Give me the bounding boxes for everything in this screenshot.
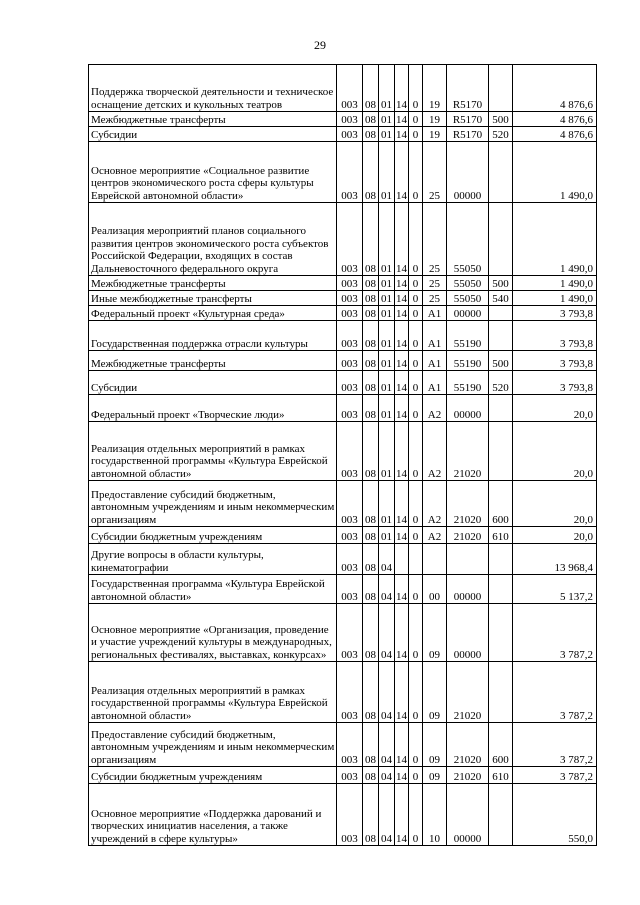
row-direction-code: 55050 <box>447 276 489 291</box>
row-subprogram-code: 0 <box>409 767 423 784</box>
row-name: Иные межбюджетные трансферты <box>89 291 337 306</box>
row-activity-code: 25 <box>423 142 447 203</box>
row-direction-code: 55050 <box>447 291 489 306</box>
row-name: Субсидии бюджетным учреждениям <box>89 527 337 544</box>
row-expense-type-code <box>489 306 513 321</box>
row-amount: 1 490,0 <box>513 142 597 203</box>
row-subsection-code: 01 <box>379 321 395 351</box>
row-section-code: 08 <box>363 142 379 203</box>
row-amount: 3 793,8 <box>513 306 597 321</box>
row-section-code: 08 <box>363 371 379 395</box>
row-expense-type-code <box>489 395 513 422</box>
row-program-code: 14 <box>395 276 409 291</box>
row-subsection-code: 01 <box>379 276 395 291</box>
table-row <box>89 422 597 481</box>
row-amount: 20,0 <box>513 395 597 422</box>
row-grbs-code: 003 <box>337 65 363 112</box>
row-program-code: 14 <box>395 575 409 604</box>
row-amount: 3 787,2 <box>513 604 597 662</box>
row-subprogram-code: 0 <box>409 395 423 422</box>
row-subsection-code: 01 <box>379 395 395 422</box>
row-direction-code: 00000 <box>447 784 489 846</box>
row-expense-type-code: 610 <box>489 767 513 784</box>
table-row <box>89 291 597 306</box>
row-activity-code: 19 <box>423 112 447 127</box>
row-program-code: 14 <box>395 481 409 527</box>
row-grbs-code: 003 <box>337 395 363 422</box>
row-section-code: 08 <box>363 662 379 723</box>
row-grbs-code: 003 <box>337 321 363 351</box>
row-program-code: 14 <box>395 306 409 321</box>
row-grbs-code: 003 <box>337 371 363 395</box>
row-amount: 20,0 <box>513 527 597 544</box>
row-subprogram-code: 0 <box>409 604 423 662</box>
row-subprogram-code: 0 <box>409 371 423 395</box>
row-program-code: 14 <box>395 767 409 784</box>
page-number: 29 <box>314 38 326 52</box>
row-subsection-code: 01 <box>379 127 395 142</box>
row-activity-code: 19 <box>423 127 447 142</box>
row-amount: 20,0 <box>513 481 597 527</box>
row-section-code: 08 <box>363 527 379 544</box>
row-expense-type-code <box>489 422 513 481</box>
row-name: Межбюджетные трансферты <box>89 276 337 291</box>
row-amount: 3 793,8 <box>513 351 597 371</box>
row-expense-type-code: 500 <box>489 112 513 127</box>
row-amount: 550,0 <box>513 784 597 846</box>
row-section-code: 08 <box>363 112 379 127</box>
row-section-code: 08 <box>363 784 379 846</box>
row-expense-type-code <box>489 321 513 351</box>
row-subsection-code: 01 <box>379 481 395 527</box>
row-direction-code: 00000 <box>447 604 489 662</box>
row-program-code: 14 <box>395 142 409 203</box>
row-grbs-code: 003 <box>337 112 363 127</box>
row-subsection-code: 01 <box>379 422 395 481</box>
row-activity-code: A2 <box>423 481 447 527</box>
row-subprogram-code: 0 <box>409 321 423 351</box>
row-grbs-code: 003 <box>337 575 363 604</box>
row-activity-code: 19 <box>423 65 447 112</box>
row-program-code: 14 <box>395 527 409 544</box>
row-expense-type-code <box>489 784 513 846</box>
row-section-code: 08 <box>363 395 379 422</box>
row-subsection-code: 04 <box>379 575 395 604</box>
table-body <box>89 65 597 846</box>
row-section-code: 08 <box>363 351 379 371</box>
table-row <box>89 527 597 544</box>
row-subprogram-code <box>409 544 423 575</box>
row-grbs-code: 003 <box>337 544 363 575</box>
row-activity-code: A2 <box>423 395 447 422</box>
row-section-code: 08 <box>363 604 379 662</box>
row-activity-code: A2 <box>423 422 447 481</box>
row-direction-code: 00000 <box>447 395 489 422</box>
row-grbs-code: 003 <box>337 527 363 544</box>
row-section-code: 08 <box>363 203 379 276</box>
row-program-code: 14 <box>395 351 409 371</box>
table-row <box>89 604 597 662</box>
row-name: Субсидии <box>89 127 337 142</box>
row-expense-type-code: 520 <box>489 371 513 395</box>
row-amount: 1 490,0 <box>513 203 597 276</box>
row-expense-type-code: 500 <box>489 351 513 371</box>
table-row <box>89 276 597 291</box>
row-activity-code: 00 <box>423 575 447 604</box>
row-grbs-code: 003 <box>337 422 363 481</box>
row-program-code: 14 <box>395 112 409 127</box>
row-expense-type-code <box>489 575 513 604</box>
row-subprogram-code: 0 <box>409 784 423 846</box>
row-name: Межбюджетные трансферты <box>89 112 337 127</box>
row-section-code: 08 <box>363 276 379 291</box>
row-activity-code: 09 <box>423 662 447 723</box>
row-name: Федеральный проект «Творческие люди» <box>89 395 337 422</box>
row-program-code: 14 <box>395 422 409 481</box>
row-subsection-code: 04 <box>379 723 395 767</box>
row-subsection-code: 01 <box>379 306 395 321</box>
row-name: Другие вопросы в области культуры, кинематографии <box>89 544 337 575</box>
row-subsection-code: 01 <box>379 65 395 112</box>
row-name: Реализация отдельных мероприятий в рамках государственной программы «Культура Еврейской автономной области» <box>89 662 337 723</box>
row-program-code: 14 <box>395 662 409 723</box>
row-grbs-code: 003 <box>337 767 363 784</box>
table-row <box>89 112 597 127</box>
row-expense-type-code: 600 <box>489 481 513 527</box>
table-row <box>89 306 597 321</box>
row-activity-code: A1 <box>423 321 447 351</box>
row-activity-code: 25 <box>423 276 447 291</box>
row-program-code <box>395 544 409 575</box>
row-direction-code: 21020 <box>447 662 489 723</box>
row-grbs-code: 003 <box>337 203 363 276</box>
row-direction-code: 21020 <box>447 481 489 527</box>
row-expense-type-code <box>489 203 513 276</box>
row-direction-code: 00000 <box>447 142 489 203</box>
row-activity-code: A1 <box>423 306 447 321</box>
row-direction-code: R5170 <box>447 112 489 127</box>
row-amount: 1 490,0 <box>513 276 597 291</box>
row-name: Реализация мероприятий планов социального развития центров экономического роста субъектов Российской Федерации, входящих в состав Дальневосточного федерального округа <box>89 203 337 276</box>
row-grbs-code: 003 <box>337 723 363 767</box>
table-row <box>89 321 597 351</box>
row-name: Реализация отдельных мероприятий в рамках государственной программы «Культура Еврейской автономной области» <box>89 422 337 481</box>
row-program-code: 14 <box>395 395 409 422</box>
row-subsection-code: 01 <box>379 112 395 127</box>
row-program-code: 14 <box>395 203 409 276</box>
row-activity-code <box>423 544 447 575</box>
row-grbs-code: 003 <box>337 276 363 291</box>
row-activity-code: A1 <box>423 351 447 371</box>
row-subsection-code: 01 <box>379 351 395 371</box>
row-section-code: 08 <box>363 291 379 306</box>
row-expense-type-code: 500 <box>489 276 513 291</box>
row-amount: 4 876,6 <box>513 112 597 127</box>
row-grbs-code: 003 <box>337 662 363 723</box>
row-subsection-code: 04 <box>379 784 395 846</box>
row-program-code: 14 <box>395 371 409 395</box>
row-direction-code: 21020 <box>447 767 489 784</box>
row-program-code: 14 <box>395 291 409 306</box>
row-activity-code: A1 <box>423 371 447 395</box>
table-row <box>89 767 597 784</box>
row-direction-code: 55190 <box>447 321 489 351</box>
table-row <box>89 127 597 142</box>
row-subprogram-code: 0 <box>409 142 423 203</box>
table-row <box>89 784 597 846</box>
row-grbs-code: 003 <box>337 306 363 321</box>
table-row <box>89 395 597 422</box>
row-amount: 3 793,8 <box>513 371 597 395</box>
row-name: Государственная программа «Культура Еврейской автономной области» <box>89 575 337 604</box>
row-direction-code: 55190 <box>447 351 489 371</box>
row-subsection-code: 01 <box>379 371 395 395</box>
row-name: Основное мероприятие «Поддержка дарований и творческих инициатив населения, а также учреждений в сфере культуры» <box>89 784 337 846</box>
table-row <box>89 65 597 112</box>
row-expense-type-code <box>489 544 513 575</box>
row-name: Предоставление субсидий бюджетным, автономным учреждениям и иным некоммерческим организациям <box>89 481 337 527</box>
row-grbs-code: 003 <box>337 351 363 371</box>
row-grbs-code: 003 <box>337 142 363 203</box>
row-subprogram-code: 0 <box>409 575 423 604</box>
table-row <box>89 544 597 575</box>
row-amount: 3 793,8 <box>513 321 597 351</box>
row-direction-code: 55190 <box>447 371 489 395</box>
row-subprogram-code: 0 <box>409 481 423 527</box>
row-grbs-code: 003 <box>337 604 363 662</box>
table-row <box>89 723 597 767</box>
row-amount: 3 787,2 <box>513 662 597 723</box>
row-direction-code: 21020 <box>447 422 489 481</box>
table-row <box>89 575 597 604</box>
row-activity-code: A2 <box>423 527 447 544</box>
row-section-code: 08 <box>363 127 379 142</box>
row-subprogram-code: 0 <box>409 723 423 767</box>
row-program-code: 14 <box>395 65 409 112</box>
row-name: Субсидии <box>89 371 337 395</box>
row-subsection-code: 01 <box>379 527 395 544</box>
row-program-code: 14 <box>395 127 409 142</box>
row-subsection-code: 01 <box>379 203 395 276</box>
row-subsection-code: 04 <box>379 662 395 723</box>
row-section-code: 08 <box>363 767 379 784</box>
row-subprogram-code: 0 <box>409 276 423 291</box>
row-subprogram-code: 0 <box>409 112 423 127</box>
row-direction-code: 00000 <box>447 575 489 604</box>
row-activity-code: 09 <box>423 723 447 767</box>
table-row <box>89 481 597 527</box>
row-amount: 13 968,4 <box>513 544 597 575</box>
row-subsection-code: 04 <box>379 544 395 575</box>
row-activity-code: 10 <box>423 784 447 846</box>
row-section-code: 08 <box>363 65 379 112</box>
row-amount: 4 876,6 <box>513 65 597 112</box>
row-section-code: 08 <box>363 306 379 321</box>
row-subprogram-code: 0 <box>409 306 423 321</box>
row-subsection-code: 04 <box>379 604 395 662</box>
row-amount: 5 137,2 <box>513 575 597 604</box>
row-expense-type-code: 600 <box>489 723 513 767</box>
row-subsection-code: 01 <box>379 142 395 203</box>
row-expense-type-code: 610 <box>489 527 513 544</box>
row-section-code: 08 <box>363 544 379 575</box>
row-section-code: 08 <box>363 723 379 767</box>
row-amount: 1 490,0 <box>513 291 597 306</box>
row-subprogram-code: 0 <box>409 65 423 112</box>
row-amount: 3 787,2 <box>513 723 597 767</box>
row-grbs-code: 003 <box>337 291 363 306</box>
table-row <box>89 203 597 276</box>
row-amount: 20,0 <box>513 422 597 481</box>
row-direction-code: 55050 <box>447 203 489 276</box>
row-expense-type-code <box>489 662 513 723</box>
row-name: Государственная поддержка отрасли культуры <box>89 321 337 351</box>
row-name: Субсидии бюджетным учреждениям <box>89 767 337 784</box>
row-program-code: 14 <box>395 784 409 846</box>
table-row <box>89 142 597 203</box>
row-program-code: 14 <box>395 723 409 767</box>
table-row <box>89 662 597 723</box>
row-section-code: 08 <box>363 481 379 527</box>
row-direction-code: R5170 <box>447 127 489 142</box>
row-activity-code: 25 <box>423 291 447 306</box>
row-amount: 3 787,2 <box>513 767 597 784</box>
row-name: Федеральный проект «Культурная среда» <box>89 306 337 321</box>
row-name: Поддержка творческой деятельности и техническое оснащение детских и кукольных театров <box>89 65 337 112</box>
row-name: Предоставление субсидий бюджетным, автономным учреждениям и иным некоммерческим организациям <box>89 723 337 767</box>
row-direction-code: 21020 <box>447 723 489 767</box>
row-subprogram-code: 0 <box>409 291 423 306</box>
row-section-code: 08 <box>363 321 379 351</box>
row-direction-code: 00000 <box>447 306 489 321</box>
row-grbs-code: 003 <box>337 127 363 142</box>
row-name: Основное мероприятие «Организация, проведение и участие учреждений культуры в международных, региональных фестивалях, выставках, конкурсах» <box>89 604 337 662</box>
row-subprogram-code: 0 <box>409 662 423 723</box>
row-grbs-code: 003 <box>337 784 363 846</box>
row-grbs-code: 003 <box>337 481 363 527</box>
table-row <box>89 371 597 395</box>
row-expense-type-code <box>489 142 513 203</box>
row-activity-code: 09 <box>423 767 447 784</box>
row-subsection-code: 04 <box>379 767 395 784</box>
row-name: Основное мероприятие «Социальное развитие центров экономического роста сферы культуры Еврейской автономной области» <box>89 142 337 203</box>
row-expense-type-code: 540 <box>489 291 513 306</box>
row-direction-code <box>447 544 489 575</box>
row-section-code: 08 <box>363 575 379 604</box>
row-program-code: 14 <box>395 321 409 351</box>
row-subprogram-code: 0 <box>409 203 423 276</box>
row-expense-type-code <box>489 604 513 662</box>
row-amount: 4 876,6 <box>513 127 597 142</box>
budget-table <box>88 64 597 846</box>
row-subprogram-code: 0 <box>409 422 423 481</box>
row-program-code: 14 <box>395 604 409 662</box>
row-expense-type-code <box>489 65 513 112</box>
row-direction-code: R5170 <box>447 65 489 112</box>
row-subprogram-code: 0 <box>409 527 423 544</box>
row-activity-code: 25 <box>423 203 447 276</box>
row-activity-code: 09 <box>423 604 447 662</box>
row-name: Межбюджетные трансферты <box>89 351 337 371</box>
row-expense-type-code: 520 <box>489 127 513 142</box>
row-subprogram-code: 0 <box>409 127 423 142</box>
table-row <box>89 351 597 371</box>
row-subprogram-code: 0 <box>409 351 423 371</box>
row-subsection-code: 01 <box>379 291 395 306</box>
row-section-code: 08 <box>363 422 379 481</box>
row-direction-code: 21020 <box>447 527 489 544</box>
